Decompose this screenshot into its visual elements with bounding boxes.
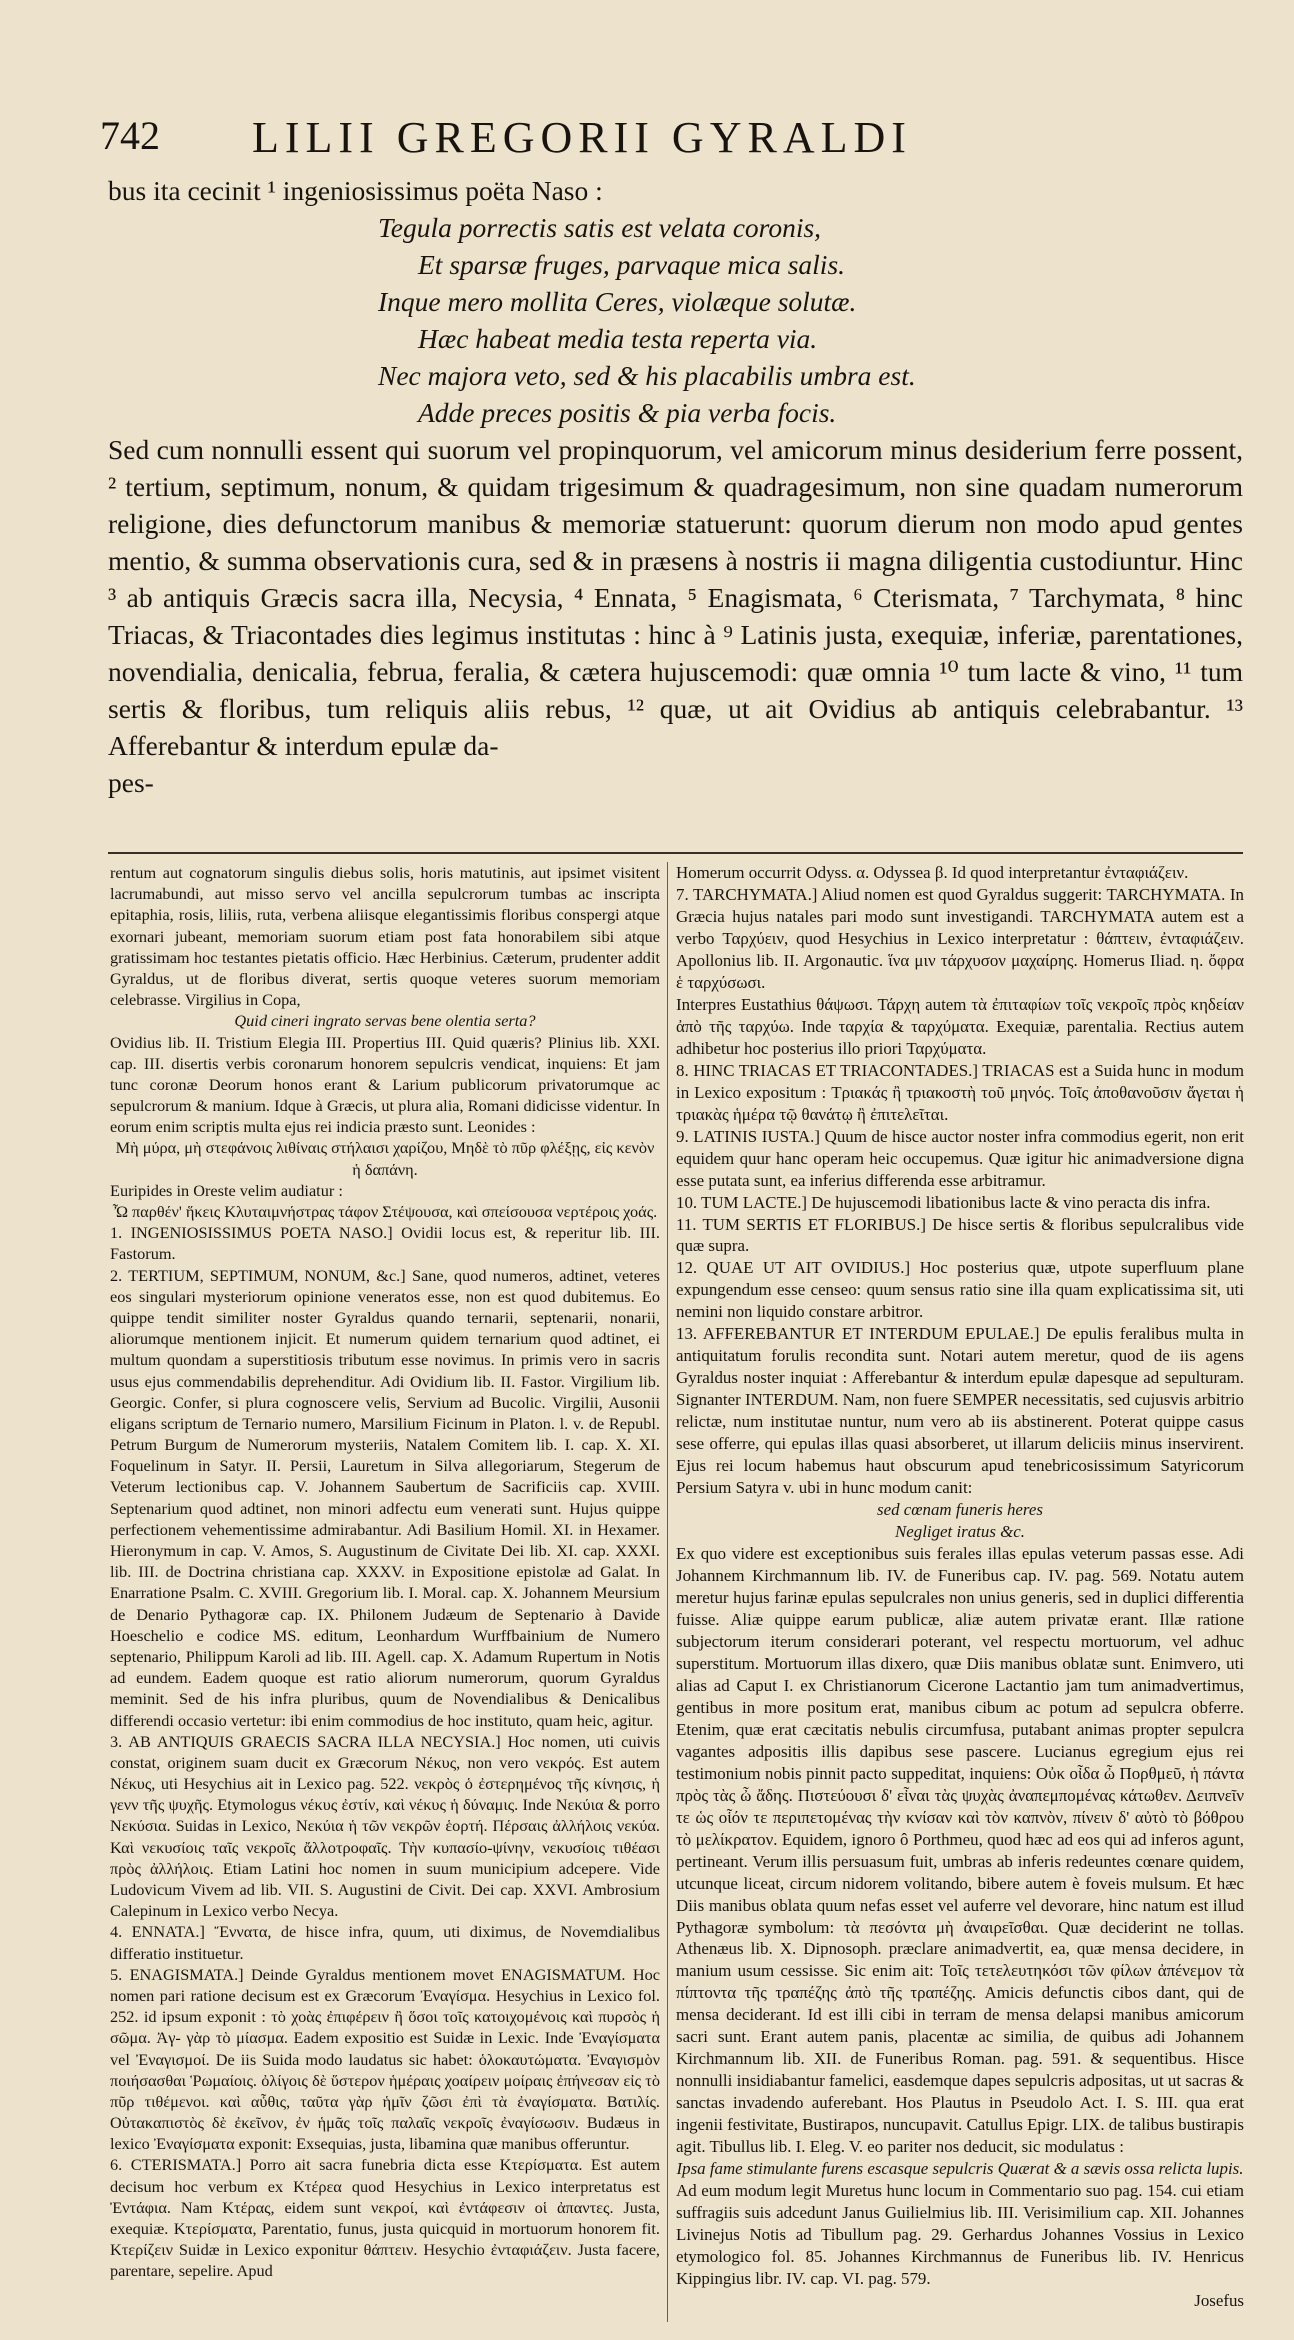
note-paragraph: Ad eum modum legit Muretus hunc locum in Commentario suo pag. 154. cui etiam suffragiis suis adcedunt Janus Guilielmius lib. III. Verisimilium cap. XII. Johannes Livinejus Notis ad Tibullum pag. 29. Gerhardus Johannes Vossius in Lexico etymologico fol. 85. Johannes Kirchmannus de Funeribus lib. IV. Henricus Kippingius libr. IV. cap. VI. pag. 579. bbox=[676, 2181, 1244, 2288]
note-4: 4. ENNATA.] Ἔννατα, de hisce infra, quum, uti diximus, de Novemdialibus differatio instituetur. bbox=[110, 1922, 660, 1963]
note-6: 6. CTERISMATA.] Porro ait sacra funebria dicta esse Κτερίσματα. Est autem decisum hoc verbum ex Κτέρεα quod Hesychius in Lexico interpretatus est Ἐντάφια. Nam Κτέρας, eidem sunt νεκροί, καὶ ἐντάφεσιν οἱ ἀπαντες. Justa, exequiæ. Κτερίσματα, Parentatio, funus, justa quicquid in mortuorum honorem fit. Κτερίζειν Suidæ in Lexico exponitur θάπτειν. Hesychio ἐνταφιάζειν. Justa facere, parentare, sepelire. Apud bbox=[110, 2155, 660, 2281]
greek-quote: Ὦ παρθέν' ἥκεις Κλυταιμνήστρας τάφον Στέψουσα, καὶ σπείσουσα νερτέροις χοάς. bbox=[112, 1202, 658, 1221]
verse-line: Hæc habeat media testa reperta via. bbox=[418, 323, 818, 354]
verse-line: Tegula porrectis satis est velata coronis, bbox=[378, 212, 822, 243]
note-paragraph: rentum aut cognatorum singulis diebus solis, horis matutinis, aut ipsimet visitent lacrumabundi, aut misso servo vel ancilla sepulcrorum tumbas ac inscripta epitaphia, rosis, liliis, ruta, verbena aliisque elegantissimis floribus conspergi atque exornari jubeant, memoriam suorum etiam post fata honorabilem sibi atque gratissimam hoc testantes pietatis officio. Hæc Herbinius. Cæterum, prudenter addit Gyraldus, ut de floribus diverat, sertis quoque veteres suorum memoriam celebrasse. Virgilius in Copa, bbox=[110, 863, 660, 1010]
verse-line: Et sparsæ fruges, parvaque mica salis. bbox=[418, 249, 846, 280]
note-paragraph: Ex quo videre est exceptionibus suis ferales illas epulas veterum passas esse. Adi Johannem Kirchmannum lib. IV. de Funeribus cap. IV. pag. 569. Notatu autem meretur hujus farinæ epulas sepulcrales non unius generis, sed in duplici differentia fuisse. Aliæ quippe earum publicæ, aliæ autem privatæ erant. Illæ ratione subjectorum iterum considerari poterant, vel respectu mortuorum, vel adhuc superstitum. Mortuorum illas dixero, quæ Diis manibus oblatæ sunt. Enimvero, uti alias ad Caput I. ex Christianorum Cicerone Lactantio jam tum animadvertimus, gentibus in more positum erat, manibus cibum ac potum ad sepulcra obferre. Etenim, quæ erat cæcitatis nebulis circumfusa, putabant animas propter sepulcra vagantes adpositis illis dapibus sese pascere. Lucianus egregium ejus rei testimonium nobis pinnit pacto suppeditat, inquiens: Οὐκ οἶδα ὦ Πορθμεῦ, ἡ πάντα πρὸς τὰς ὦ ἄδης. Πιστεύουσι δ' εἶναι τὰς ψυχὰς ἀναπεμπομένας κάτωθεν. Δειπνεῖν τε ὡς οἷόν τε περιπετομένας τὴν κνίσαν καὶ τὸν καπνὸν, πίνειν δ' αὐτὸ τὸ βόθρου τὸ μελίκρατον. Equidem, ignoro ô Porthmeu, quod hæc ad eos qui ad inferos agunt, pertineant. Verum illis persuasum fuit, umbras ab inferis redeuntes cœnare quidem, utcunque liceat, circum nidorem volitando, bibere autem è foveis mulsum. Et hæc Diis manibus oblata quum nefas esset vel auferre vel devorare, hinc natum est illud Pythagoræ symbolum: τὰ πεσόντα μὴ ἀναιρεῖσθαι. Quæ deciderint ne tollas. Athenæus lib. X. Dipnosoph. præclare animadvertit, ea, quæ mensa decidere, in manium usum cessisse. Sic enim ait: Τοῖς τετελευτηκόσι τῶν φίλων ἀπένεμον τὰ πίπτοντα τῆς τραπέζης ἀπὸ τῆς τραπέζης. Amicis defunctis cibos dant, qui de mensa deciderant. Id est illi cibi in terram de mensa delapsi manibus amicorum sacri sunt. Erant autem panis, placentæ ac similia, de quibus adi Johannem Kirchmannum lib. XII. de Funeribus Roman. pag. 591. & sequentibus. Hisce nonnulli insidiabantur famelici, easdemque dapes sepulcris adpositas, ut ut sacras & sanctas invadendo auferebant. Hos Plautus in Pseudolo Act. I. S. III. qua erat ingenii festivitate, Bustirapos, nuncupavit. Catullus Epigr. LIX. de talibus bustirapis agit. Tibullus lib. I. Eleg. V. eo pariter nos deducit, sic modulatus : bbox=[676, 1544, 1244, 2157]
note-11: 11. TUM SERTIS ET FLORIBUS.] De hisce sertis & floribus sepulcralibus vide quæ supra. bbox=[676, 1214, 1244, 1256]
note-paragraph: Ovidius lib. II. Tristium Elegia III. Propertius III. Quid quæris? Plinius lib. XXI. cap. III. disertis verbis coronarum honorem sepulcris vendicat, inquiens: Et jam tunc coronæ Deorum honos erant & Larium publicorum privatorumque ac sepulcrorum & manium. Idque à Græcis, ut plura alia, Romani didicisse videntur. In eorum enim scriptis multa ejus rei indicia præsto sunt. Leonides : bbox=[110, 1032, 660, 1137]
verse-quote: sed cœnam funeris heres bbox=[877, 1500, 1043, 1520]
page-number: 742 bbox=[100, 113, 160, 158]
catchword: pes- bbox=[108, 767, 154, 798]
note-12: 12. QUAE UT AIT OVIDIUS.] Hoc posterius quæ, utpote superfluum plane expungendum esse censeo: quum sensus ratio sine illa quam explicatissima sit, uti nemini non liquido constare arbitror. bbox=[676, 1258, 1244, 1322]
main-text bbox=[108, 172, 1243, 801]
main-paragraph: Sed cum nonnulli essent qui suorum vel propinquorum, vel amicorum minus desiderium ferre possent, ² tertium, septimum, nonum, & quidam trigesimum & quadragesimum, non sine quadam numerorum religione, dies defunctorum manibus & memoriæ statuerunt: quorum dierum non modo apud gentes mentio, & summa observationis cura, sed & in præsens à nostris ii magna diligentia custodiuntur. Hinc ³ ab antiquis Græcis sacra illa, Necysia, ⁴ Ennata, ⁵ Enagismata, ⁶ Cterismata, ⁷ Tarchymata, ⁸ hinc Triacas, & Triacontades dies legimus institutas : hinc à ⁹ Latinis justa, exequiæ, inferiæ, parentationes, novendialia, denicalia, februa, feralia, & cætera hujuscemodi: quæ omnia ¹⁰ tum lacte & vino, ¹¹ tum sertis & floribus, tum reliquis aliis rebus, ¹² quæ, ut ait Ovidius ab antiquis celebrabantur. ¹³ Afferebantur & interdum epulæ da- bbox=[108, 434, 1243, 761]
note-10: 10. TUM LACTE.] De hujuscemodi libationibus lacte & vino peracta dis infra. bbox=[676, 1192, 1211, 1212]
note-7: 7. TARCHYMATA.] Aliud nomen est quod Gyraldus suggerit: TARCHYMATA. In Græcia hujus natales pari modo sunt investigandi. TARCHYMATA autem est a verbo Ταρχύειν, quod Hesychius in Lexico interpretatur : θάπτειν, ἐνταφιάζειν. Apollonius lib. II. Argonautic. ἵνα μιν τάρχυσον μαχαίρης. Homerus Iliad. η. ὄφρα ἑ ταρχύσωσι. bbox=[676, 884, 1244, 992]
notes-right-column bbox=[676, 862, 1244, 2312]
note-1: 1. INGENIOSISSIMUS POETA NASO.] Ovidii locus est, & reperitur lib. III. Fastorum. bbox=[110, 1223, 660, 1264]
note-8: 8. HINC TRIACAS ET TRIACONTADES.] TRIACAS est a Suida hunc in modum in Lexico expositum : Τριακάς ἢ τριακοστὴ τοῦ μηνός. Τοῖς ἀποθανοῦσιν ἄγεται ἡ τριακὰς ἡμέρα τῷ θανάτῳ ἢ ἐπιτελεῖται. bbox=[676, 1060, 1244, 1124]
note-paragraph: Euripides in Oreste velim audiatur : bbox=[110, 1180, 343, 1200]
note-3: 3. AB ANTIQUIS GRAECIS SACRA ILLA NECYSIA.] Hoc nomen, uti cuivis constat, originem suam ducit ex Græcorum Νέκυς, non vero νεκρός. Est autem Νέκυς, uti Hesychius ait in Lexico pag. 522. νεκρὸς ὁ ἐστερημένος τῆς κίνησις, ἡ γενν τῆς ψυχῆς. Etymologus νέκυς ἐστίν, καὶ νέκυς ἡ δύναμις. Inde Νεκύια & porro Νεκύσια. Suidas in Lexico, Νεκύια ἡ τῶν νεκρῶν ἑορτή. Πέρσαις ἀλλήλοις νεκύα. Καὶ νεκυσίοις ταῖς νεκροῖς ἄλλοτροφαῖς. Τὴν κυπασίο-ψίνην, νεκυσίοις τιθέασι πρὸς ἀλλήλοις. Etiam Latini hoc nomen in suum municipium adcepere. Vide Ludovicum Vivem ad lib. VII. S. Augustini de Civit. Dei cap. XXVI. Ambrosium Calepinum in Lexico verbo Necya. bbox=[110, 1731, 660, 1921]
note-paragraph: Interpres Eustathius θάψωσι. Τάρχη autem τὰ ἐπιταφίων τοῖς νεκροῖς πρὸς κηδείαν ἀπὸ τῆς ταρχύω. Inde ταρχία & ταρχύματα. Exequiæ, parentalia. Rectius autem adhibetur hoc posterius illo priori Ταρχύματα. bbox=[676, 994, 1244, 1058]
note-9: 9. LATINIS IUSTA.] Quum de hisce auctor noster infra commodius egerit, non erit equidem quur hanc operam heic occupemus. Quæ igitur hic animadversione digna esse putata sunt, ea inferius differenda esse arbitramur. bbox=[676, 1126, 1244, 1190]
verse-line: Nec majora veto, sed & his placabilis umbra est. bbox=[378, 360, 916, 391]
column-divider bbox=[667, 862, 668, 2322]
ovid-verse bbox=[378, 209, 1243, 431]
verse-line: Inque mero mollita Ceres, violæque solutæ. bbox=[378, 286, 857, 317]
verse-line: Adde preces positis & pia verba focis. bbox=[418, 397, 837, 428]
catchword: Josefus bbox=[1194, 2290, 1244, 2310]
verse-quote: Negliget iratus &c. bbox=[895, 1522, 1025, 1542]
verse-quote: Quid cineri ingrato servas bene olentia serta? bbox=[234, 1011, 536, 1031]
page-header bbox=[100, 112, 1250, 172]
greek-quote: Μὴ μύρα, μὴ στεφάνοις λιθίναις στήλαισι χαρίζου, Μηδὲ τὸ πῦρ φλέξῃς, εἰς κενὸν ἡ δαπάνη. bbox=[115, 1138, 655, 1179]
intro-line: bus ita cecinit ¹ ingeniosissimus poëta Naso : bbox=[108, 175, 603, 206]
note-13: 13. AFFEREBANTUR ET INTERDUM EPULAE.] De epulis feralibus multa in antiquitatum forulis recondita sunt. Notari autem meretur, quod de iis agens Gyraldus noster inquiat : Afferebantur & interdum epulæ dapesque ad sepulturam. Signanter INTERDUM. Nam, non fuere SEMPER necessitatis, sed cujusvis arbitrio relictæ, num institutae nuntur, num vero ab iis abstinerent. Poterat quippe casus sese offerre, qui epulas illas quasi absorberet, ut illarum deliciis minus inservirent. Ejus rei locum habemus haut obscurum apud tenebricosissimum Satyricorum Persium Satyra v. ubi in hunc modum canit: bbox=[676, 1324, 1244, 1498]
note-5: 5. ENAGISMATA.] Deinde Gyraldus mentionem movet ENAGISMATUM. Hoc nomen pari ratione decisum est ex Græcorum Ἐναγίσμα. Hesychius in Lexico fol. 252. id ipsum exponit : τὸ χοὰς ἐπιφέρειν ἢ ὅσοι τοῖς κατοιχομένοις καὶ πυρσὸς ἡ σῶμα. Ἀγ- γὰρ τὸ μίασμα. Eadem expositio est Suidæ in Lexic. Inde Ἐναγίσματα vel Ἐναγισμοί. De iis Suida modo laudatus sic habet: ὁλοκαυτώματα. Ἐναγισμὸν ποιήσασθαι Ῥωμαίοις. ὀλίγοις δὲ ὕστερον ἡμέραις χοαίρειν μοίραις ἐπήνεσαν εἰς τὸ πῦρ τιθέμενοι. καὶ αὖθις, ταῦτα γὰρ ἡμῖν ζῶσι ἐπὶ τὰ ἐναγίσματα. Βατιλίς. Οὐτακαπιστὸς δὲ ἐκεῖνον, ἐν ἡμᾶς τοῖς παλαῖς νεκροῖς ἐναγίσωσιν. Budæus in lexico Ἐναγίσματα exponit: Exsequias, justa, libamina quæ manibus offeruntur. bbox=[110, 1964, 660, 2154]
footnote-rule bbox=[108, 852, 1243, 854]
running-title: LILII GREGORII GYRALDI bbox=[252, 113, 912, 162]
verse-quote: Ipsa fame stimulante furens escasque sepulcris Quærat & a sævis ossa relicta lupis. bbox=[676, 2159, 1244, 2179]
notes-left-column bbox=[110, 862, 660, 2282]
note-2: 2. TERTIUM, SEPTIMUM, NONUM, &c.] Sane, quod numeros, adtinet, veteres eos singulari mysteriorum opinione veneratos esse, non est quod dubitemus. Eo quippe tendit similiter noster Gyraldus quando ternarii, septenarii, nonarii, aliorumque mentionem injicit. Et numerum quidem ternarium quod adtinet, ei multum quondam a superstitiosis tributum esse novimus. In primis vero in sacris usus ejus commendabilis deprehenditur. Adi Ovidium lib. II. Fastor. Virgilium lib. Georgic. Confer, si plura cognoscere velis, Servium ad Bucolic. Virgilii, Ausonii eligans scriptum de Ternario numero, Marsilium Ficinum in Platon. l. v. de Republ. Petrum Burgum de Numerorum mysteriis, Natalem Comitem lib. I. cap. X. XI. Foquelinum in Satyr. II. Persii, Lauretum in Silva allegoriarum, Stegerum de Veterum lectionibus cap. V. Johannem Saubertum de Sacrificiis cap. XVIII. Septenarium quod adtinet, non minori adfectu eum venerati sunt. Hujus quippe perfectionem vehementissime admirabantur. Adi Basilium Homil. XI. in Hexamer. Hieronymum in cap. V. Amos, S. Augustinum de Civitate Dei lib. XI. cap. XXXI. lib. III. de Doctrina christiana cap. XXXV. in Expositione epistolæ ad Galat. In Enarratione Psalm. C. XVIII. Gregorium lib. I. Moral. cap. X. Johannem Meursium de Denario Pythagoræ cap. IX. Philonem Judæum de Septenario à Davide Hoeschelio e codice MS. editum, Leonhardum Wurffbainium de Numero septenario, Philippum Karoli ad lib. III. Agell. cap. X. Adamum Rupertum in Notis ad eundem. Eadem quoque est ratio aliorum numerorum, quorum Gyraldus meminit. Sed de his infra pluribus, quum de Novendialibus & Denicalibus differendi occasio vertetur: ibi enim commodius de hoc instituto, quam heic, agitur. bbox=[110, 1265, 660, 1730]
note-paragraph: Homerum occurrit Odyss. α. Odyssea β. Id quod interpretantur ἐνταφιάζειν. bbox=[676, 863, 1189, 882]
